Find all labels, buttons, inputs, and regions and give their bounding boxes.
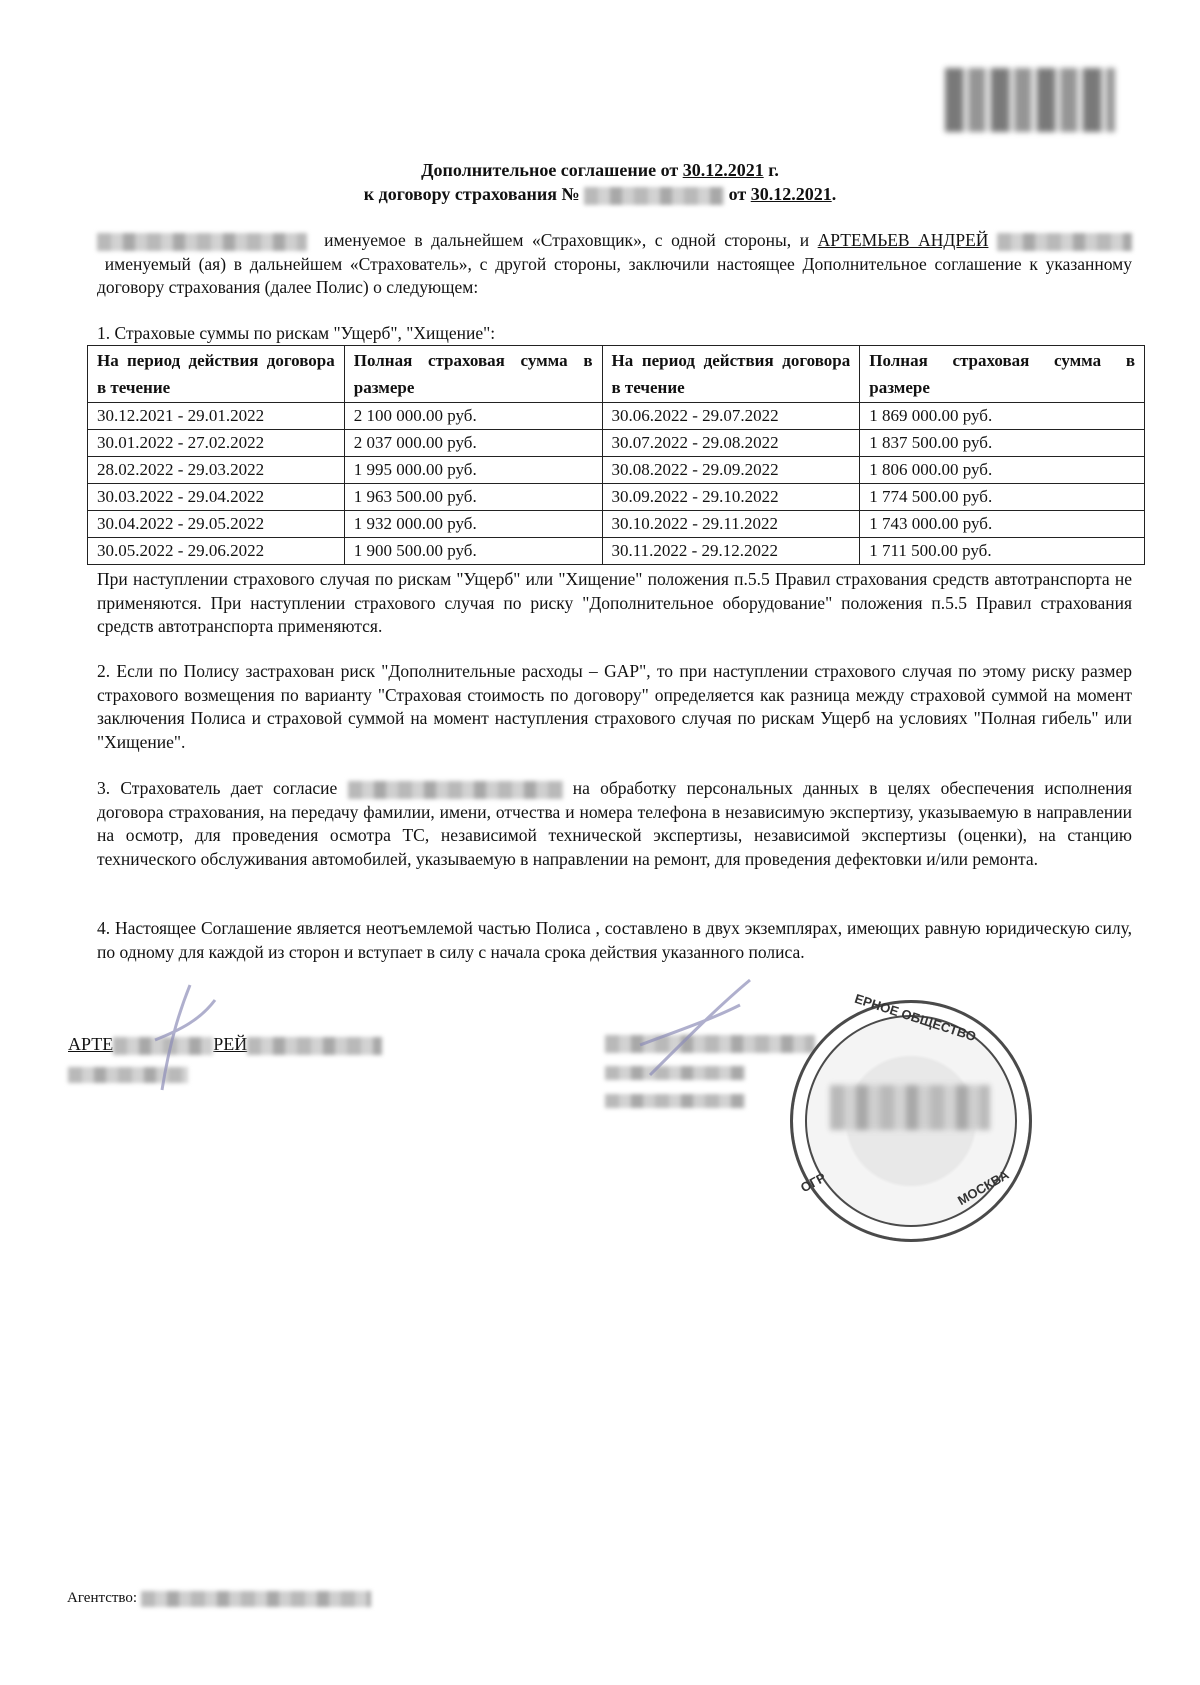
table-header: На период действия договора в течение — [602, 346, 860, 403]
table-row — [88, 457, 1145, 484]
intro-paragraph — [97, 229, 1132, 300]
contract-date-label: от — [728, 184, 747, 204]
section-3 — [97, 777, 1132, 871]
table-cell: 1 869 000.00 руб. — [860, 403, 1145, 430]
table-header: На период действия договора в течение — [88, 346, 345, 403]
section-3-text-2: на обработку персональных данных в целях обеспечения исполнения договора страхования, на передачу фамилии, имени, отчества и номера телефона в независимую экспертизу, указываемую в направлении на осмотр, для проведения осмотра ТС, независимой технической экспертизы, независимой экспертизы (оценки), на станцию технического обслуживания автомобилей, указываемую в направлении на ремонт, для проведения дефектовки и/или ремонта. — [97, 778, 1133, 869]
table-cell: 1 806 000.00 руб. — [860, 457, 1145, 484]
insurer-signature-scribble — [630, 975, 760, 1085]
insured-signature-block — [68, 1034, 382, 1084]
table-cell: 2 100 000.00 руб. — [344, 403, 602, 430]
table-row — [88, 430, 1145, 457]
table-cell: 30.01.2022 - 27.02.2022 — [88, 430, 345, 457]
table-header: Полная страховая сумма в размере — [344, 346, 602, 403]
table-row — [88, 511, 1145, 538]
contract-number-label: к договору страхования № — [363, 184, 580, 204]
section-2: 2. Если по Полису застрахован риск "Дополнительные расходы – GAP", то при наступлении страхового случая по этому риску размер страхового возмещения по варианту "Страховая стоимость по договору" определяется как разница между страховой суммой на момент заключения Полиса и страховой суммой на момент наступления страхового случая по рискам Ущерб на условиях "Полная гибель" или "Хищение". — [97, 661, 1132, 752]
agency-label: Агентство: — [67, 1590, 138, 1606]
insured-name: АРТЕМЬЕВ АНДРЕЙ — [817, 230, 989, 250]
title-line-2 — [0, 184, 1200, 205]
seal-text-bottom-left: ОГР — [798, 1169, 829, 1196]
table-cell: 28.02.2022 - 29.03.2022 — [88, 457, 345, 484]
insured-signature-scribble — [150, 980, 220, 1100]
title-suffix: г. — [768, 160, 779, 180]
seal-text-top: ЕРНОЕ ОБЩЕСТВО — [852, 990, 978, 1045]
table-row — [88, 484, 1145, 511]
contract-date: 30.12.2021 — [750, 184, 832, 204]
section-3-text-1: 3. Страхователь дает согласие — [97, 778, 338, 798]
table-row — [88, 538, 1145, 565]
redacted-insurer-name — [97, 233, 307, 251]
section-4: 4. Настоящее Соглашение является неотъемлемой частью Полиса , составлено в двух экземплярах, имеющих равную юридическую силу, по одному для каждой из сторон и вступает в силу с начала срока действия указанного полиса. — [97, 918, 1132, 962]
table-row — [88, 403, 1145, 430]
table-cell: 1 837 500.00 руб. — [860, 430, 1145, 457]
signature-name-end: РЕЙ — [213, 1034, 248, 1054]
redacted-insurer-name — [348, 781, 563, 799]
title-period: . — [831, 184, 837, 204]
table-cell: 30.08.2022 - 29.09.2022 — [602, 457, 860, 484]
table-header-row — [88, 346, 1145, 403]
table-cell: 30.04.2022 - 29.05.2022 — [88, 511, 345, 538]
seal-text-bottom-right: МОСКВА — [955, 1166, 1012, 1209]
table-cell: 1 963 500.00 руб. — [344, 484, 602, 511]
table-cell: 30.03.2022 - 29.04.2022 — [88, 484, 345, 511]
agency-line — [67, 1590, 371, 1607]
section-1-note: При наступлении страхового случая по рискам "Ущерб" или "Хищение" положения п.5.5 Правил страхования средств автотранспорта не применяются. При наступлении страхового случая по риску "Дополнительное оборудование" положения п.5.5 Правил страхования средств автотранспорта применяются. — [97, 569, 1132, 636]
signature-name-start: АРТЕ — [68, 1034, 114, 1054]
title-prefix: Дополнительное соглашение от — [421, 160, 679, 180]
table-cell: 1 711 500.00 руб. — [860, 538, 1145, 565]
redacted-signature-patronymic — [247, 1037, 382, 1055]
table-cell: 30.05.2022 - 29.06.2022 — [88, 538, 345, 565]
redacted-seal-center — [830, 1085, 990, 1130]
sums-table — [87, 345, 1145, 565]
table-header: Полная страховая сумма в размере — [860, 346, 1145, 403]
table-cell: 30.09.2022 - 29.10.2022 — [602, 484, 860, 511]
table-cell: 30.10.2022 - 29.11.2022 — [602, 511, 860, 538]
title-line-1 — [0, 160, 1200, 181]
table-cell: 30.12.2021 - 29.01.2022 — [88, 403, 345, 430]
redacted-agency-name — [141, 1591, 371, 1607]
redacted-contract-number — [584, 187, 724, 205]
table-cell: 30.07.2022 - 29.08.2022 — [602, 430, 860, 457]
intro-text-1: именуемое в дальнейшем «Страховщик», с одной стороны, и — [324, 230, 810, 250]
table-cell: 1 995 000.00 руб. — [344, 457, 602, 484]
redacted-insurer-rep-title-2 — [605, 1094, 745, 1108]
intro-text-2: именуемый (ая) в дальнейшем «Страхователь», с другой стороны, заключили настоящее Дополнительное соглашение к указанному договору страхования (далее Полис) о следующем: — [97, 253, 1133, 297]
section-1-heading: 1. Страховые суммы по рискам "Ущерб", "Хищение": — [97, 323, 496, 343]
table-cell: 30.11.2022 - 29.12.2022 — [602, 538, 860, 565]
table-cell: 30.06.2022 - 29.07.2022 — [602, 403, 860, 430]
table-cell: 1 743 000.00 руб. — [860, 511, 1145, 538]
redacted-insured-patronymic — [997, 233, 1132, 251]
table-cell: 1 932 000.00 руб. — [344, 511, 602, 538]
table-cell: 1 774 500.00 руб. — [860, 484, 1145, 511]
table-cell: 2 037 000.00 руб. — [344, 430, 602, 457]
title-date: 30.12.2021 — [682, 160, 764, 180]
redacted-barcode — [945, 68, 1115, 132]
table-cell: 1 900 500.00 руб. — [344, 538, 602, 565]
